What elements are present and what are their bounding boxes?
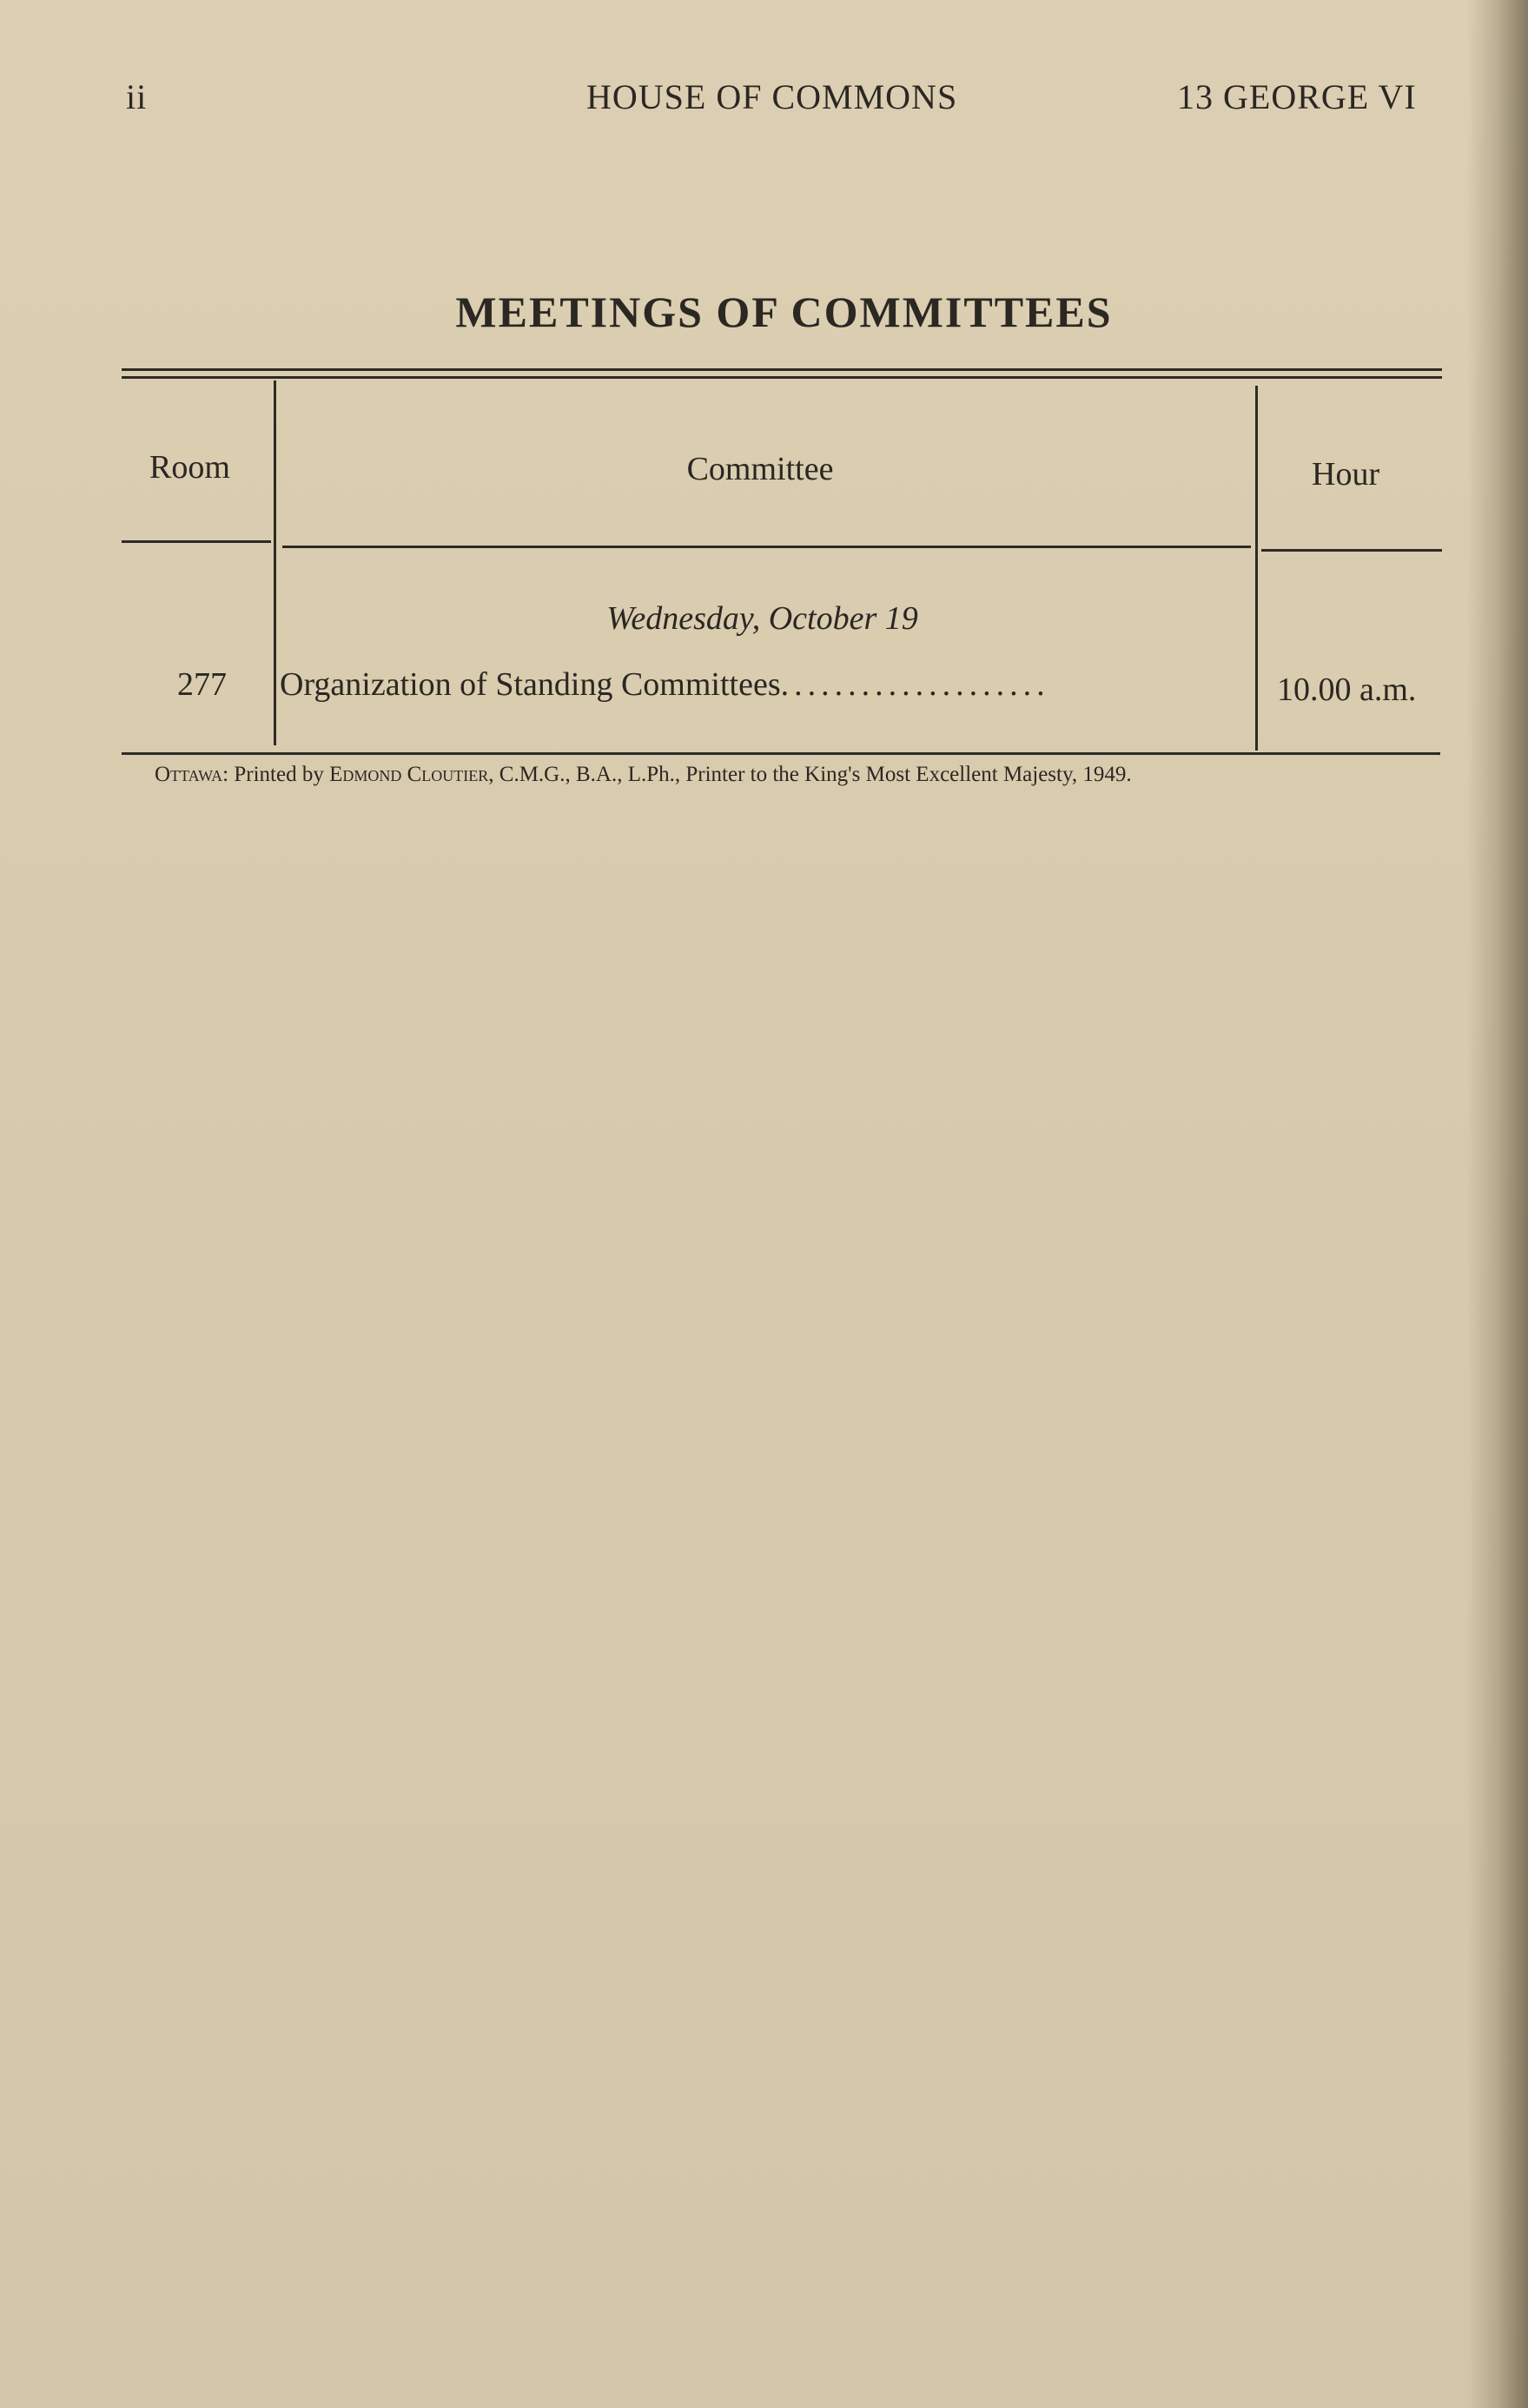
cell-committee [280, 665, 1253, 704]
leader-dots: .................... [780, 666, 1050, 703]
table-top-rule [122, 368, 1442, 371]
header-separator-committee [282, 546, 1251, 548]
table-bottom-rule [122, 752, 1440, 755]
running-head-title: HOUSE OF COMMONS [586, 77, 958, 116]
column-divider-room [274, 380, 276, 745]
running-head-regnal-year: 13 GEORGE VI [1177, 77, 1417, 116]
table-top-rule-second [122, 376, 1442, 379]
printer-imprint [155, 763, 1132, 787]
committee-name: Organization of Standing Committees [280, 666, 781, 703]
page-number: ii [126, 77, 148, 116]
imprint-text-b: , C.M.G., B.A., L.Ph., Printer to the King's Most Excellent Majesty, 1949. [488, 763, 1132, 786]
column-header-room: Room [149, 449, 230, 486]
meetings-table [122, 368, 1442, 752]
cell-room: 277 [177, 666, 227, 703]
column-divider-hour [1255, 386, 1258, 751]
imprint-text-a: : Printed by [222, 763, 330, 786]
day-heading: Wednesday, October 19 [606, 600, 918, 637]
header-separator-room [122, 540, 271, 543]
imprint-place: Ottawa [155, 763, 223, 786]
cell-hour: 10.00 a.m. [1277, 671, 1417, 708]
column-header-hour: Hour [1312, 456, 1380, 493]
page-title: MEETINGS OF COMMITTEES [455, 288, 1113, 336]
imprint-printer-name: Edmond Cloutier [329, 763, 489, 786]
header-separator-hour [1261, 549, 1442, 552]
column-header-committee: Committee [686, 451, 834, 487]
